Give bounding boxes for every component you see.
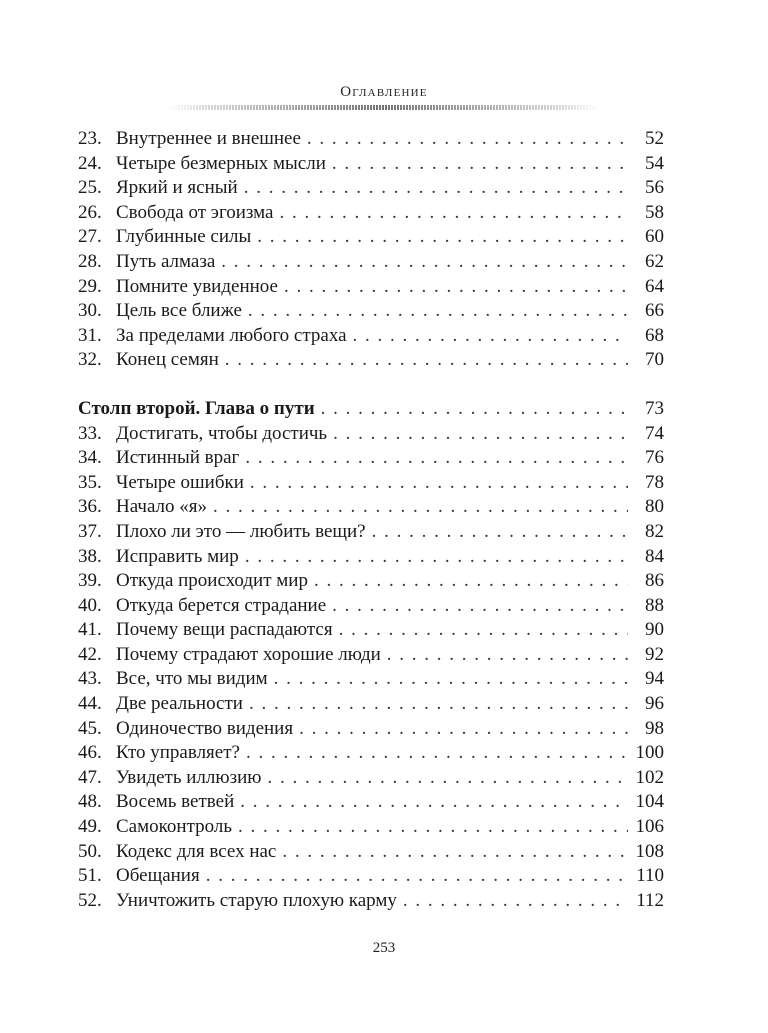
toc-entry-number: 51.	[78, 865, 102, 887]
toc-entry[interactable]	[78, 225, 664, 250]
dot-leader	[250, 471, 628, 496]
toc-entry-number: 38.	[78, 545, 102, 567]
dot-leader	[332, 152, 628, 177]
header-title: Оглавление	[340, 84, 428, 100]
dot-leader	[257, 225, 628, 250]
toc-entry-page: 82	[645, 520, 664, 542]
toc-entry[interactable]	[78, 520, 664, 545]
dot-leader	[206, 864, 628, 889]
toc-entry-page: 98	[645, 717, 664, 739]
toc-entry-title: Истинный враг	[116, 447, 240, 469]
toc-entry-title: Обещания	[116, 865, 200, 887]
toc-entry-title: Кодекс для всех нас	[116, 840, 277, 862]
toc-entry[interactable]	[78, 127, 664, 152]
toc-entry-title: Одиночество видения	[116, 717, 294, 739]
dot-leader	[333, 422, 628, 447]
toc-entry-title: Почему вещи распадаются	[116, 619, 333, 641]
toc-entry[interactable]	[78, 790, 664, 815]
toc-entry-title: Путь алмаза	[116, 250, 216, 272]
toc-entry[interactable]	[78, 176, 664, 201]
toc-entry[interactable]	[78, 471, 664, 496]
toc-entry[interactable]	[78, 766, 664, 791]
toc-entry-number: 36.	[78, 496, 102, 518]
toc-entry-title: Четыре безмерных мысли	[116, 152, 326, 174]
toc-entry-page: 96	[645, 693, 664, 715]
toc-entry-page: 68	[645, 324, 664, 346]
page-number: 253	[372, 940, 396, 956]
toc-entry[interactable]	[78, 324, 664, 349]
toc-entry-title: Откуда происходит мир	[116, 570, 308, 592]
dot-leader	[274, 667, 628, 692]
dot-leader	[267, 766, 628, 791]
toc-entry-number: 47.	[78, 766, 102, 788]
toc-entry[interactable]	[78, 275, 664, 300]
toc-entry-number: 48.	[78, 791, 102, 813]
header-rule	[169, 105, 599, 110]
toc-entry-title: Цель все ближе	[116, 300, 242, 322]
toc-entry[interactable]	[78, 618, 664, 643]
toc-entry-title: Четыре ошибки	[116, 471, 244, 493]
toc-entry-number: 42.	[78, 643, 102, 665]
toc-entry-title: Плохо ли это — любить вещи?	[116, 520, 366, 542]
toc-entry-page: 80	[645, 496, 664, 518]
dot-leader	[238, 815, 628, 840]
toc-entry-title: Исправить мир	[116, 545, 239, 567]
toc-entry-page: 74	[645, 422, 664, 444]
toc-entry-page: 88	[645, 594, 664, 616]
dot-leader	[245, 545, 628, 570]
toc-entry[interactable]	[78, 545, 664, 570]
toc-entry-title: Внутреннее и внешнее	[116, 128, 301, 149]
toc-entry-number: 23.	[78, 128, 102, 149]
toc-entry-title: Яркий и ясный	[116, 177, 238, 199]
toc-entry-title: Начало «я»	[116, 496, 208, 518]
toc-entry-number: 43.	[78, 668, 102, 690]
toc-entry-page: 54	[645, 152, 664, 174]
toc-entry[interactable]	[78, 692, 664, 717]
dot-leader	[314, 569, 628, 594]
dot-leader	[307, 127, 628, 152]
toc-entry-page: 94	[645, 668, 664, 690]
toc-entry-title: Откуда берется страдание	[116, 594, 327, 616]
dot-leader	[244, 176, 628, 201]
toc-entry-number: 45.	[78, 717, 102, 739]
toc-entry[interactable]	[78, 815, 664, 840]
toc-entry[interactable]	[78, 741, 664, 766]
toc-entry-number: 49.	[78, 816, 102, 838]
toc-entry-page: 106	[635, 816, 664, 838]
toc-entry-title: Свобода от эгоизма	[116, 201, 274, 223]
toc-entry[interactable]	[78, 643, 664, 668]
dot-leader	[249, 692, 628, 717]
toc-entry-page: 110	[636, 865, 664, 887]
toc-entry-title: За пределами любого страха	[116, 324, 347, 346]
toc-entry-page: 102	[635, 766, 664, 788]
toc-entry-title: Все, что мы видим	[116, 668, 268, 690]
toc-entry-page: 108	[635, 840, 664, 862]
toc-entry-title: Две реальности	[116, 693, 243, 715]
toc-entry-number: 41.	[78, 619, 102, 641]
toc-entry-number: 33.	[78, 422, 102, 444]
toc-entry-page: 58	[645, 201, 664, 223]
toc-entry-number: 35.	[78, 471, 102, 493]
toc-entry-page: 66	[645, 300, 664, 322]
dot-leader	[387, 643, 628, 668]
toc-group-1	[78, 127, 664, 373]
toc-entry-number: 37.	[78, 520, 102, 542]
toc-entry[interactable]	[78, 348, 664, 373]
toc-entry[interactable]	[78, 840, 664, 865]
toc-entry-page: 64	[645, 275, 664, 297]
toc-entry-page: 78	[645, 471, 664, 493]
toc-entry-number: 46.	[78, 742, 102, 764]
toc-entry-number: 52.	[78, 889, 102, 911]
dot-leader	[280, 201, 629, 226]
toc-entry-number: 44.	[78, 693, 102, 715]
toc-entry-page: 70	[645, 349, 664, 371]
toc-entry-number: 39.	[78, 570, 102, 592]
toc-entry-title: Глубинные силы	[116, 226, 252, 248]
dot-leader	[332, 594, 628, 619]
toc-entry-page: 60	[645, 226, 664, 248]
dot-leader	[248, 299, 628, 324]
toc-entry-title: Достигать, чтобы достичь	[116, 422, 328, 444]
toc-section-page: 73	[645, 397, 664, 419]
toc-entry[interactable]	[78, 299, 664, 324]
toc-entry-number: 34.	[78, 447, 102, 469]
toc-entry[interactable]	[78, 250, 664, 275]
toc-entry-number: 50.	[78, 840, 102, 862]
dot-leader	[240, 790, 628, 815]
toc-entry-title: Увидеть иллюзию	[116, 766, 262, 788]
dot-leader	[246, 741, 628, 766]
toc-entry-title: Почему страдают хорошие люди	[116, 643, 381, 665]
toc-entry[interactable]	[78, 446, 664, 471]
toc-entry[interactable]	[78, 201, 664, 226]
toc-entry-page: 86	[645, 570, 664, 592]
toc-entry-number: 30.	[78, 300, 102, 322]
toc-group-2	[78, 422, 664, 914]
dot-leader	[282, 840, 628, 865]
toc-entry[interactable]	[78, 594, 664, 619]
dot-leader	[353, 324, 628, 349]
toc-entry-number: 28.	[78, 250, 102, 272]
toc-entry-page: 52	[645, 128, 664, 149]
toc-entry-number: 31.	[78, 324, 102, 346]
toc-entry-title: Восемь ветвей	[116, 791, 235, 813]
dot-leader	[321, 397, 628, 422]
dot-leader	[221, 250, 628, 275]
toc-entry-page: 90	[645, 619, 664, 641]
toc-entry[interactable]	[78, 667, 664, 692]
toc-entry[interactable]	[78, 889, 664, 914]
toc-section-heading[interactable]	[78, 397, 664, 422]
toc-entry[interactable]	[78, 717, 664, 742]
toc-entry-page: 56	[645, 177, 664, 199]
toc-entry-number: 27.	[78, 226, 102, 248]
dot-leader	[339, 618, 628, 643]
running-header	[0, 84, 768, 110]
toc-entry-number: 26.	[78, 201, 102, 223]
toc-entry-title: Кто управляет?	[116, 742, 240, 764]
toc-section-title: Столп второй. Глава о пути	[78, 397, 315, 419]
toc-entry-page: 92	[645, 643, 664, 665]
toc-entry-number: 25.	[78, 177, 102, 199]
toc-entry-page: 62	[645, 250, 664, 272]
toc-entry-title: Самоконтроль	[116, 816, 232, 838]
toc-entry-page: 84	[645, 545, 664, 567]
toc-entry-title: Конец семян	[116, 349, 219, 371]
toc-entry-page: 104	[635, 791, 664, 813]
dot-leader	[213, 495, 628, 520]
dot-leader	[245, 446, 628, 471]
toc-entry[interactable]	[78, 422, 664, 447]
toc-entry[interactable]	[78, 152, 664, 177]
toc-entry-number: 40.	[78, 594, 102, 616]
toc-entry-number: 32.	[78, 349, 102, 371]
toc-entry-page: 100	[635, 742, 664, 764]
table-of-contents	[78, 127, 664, 913]
toc-entry-page: 112	[636, 889, 664, 911]
dot-leader	[372, 520, 628, 545]
toc-entry-title: Уничтожить старую плохую карму	[116, 889, 397, 911]
toc-entry[interactable]	[78, 495, 664, 520]
toc-entry-number: 24.	[78, 152, 102, 174]
dot-leader	[284, 275, 628, 300]
toc-entry-page: 76	[645, 447, 664, 469]
dot-leader	[403, 889, 628, 914]
dot-leader	[225, 348, 628, 373]
toc-entry[interactable]	[78, 569, 664, 594]
toc-entry-title: Помните увиденное	[116, 275, 278, 297]
toc-entry[interactable]	[78, 864, 664, 889]
dot-leader	[299, 717, 628, 742]
toc-entry-number: 29.	[78, 275, 102, 297]
